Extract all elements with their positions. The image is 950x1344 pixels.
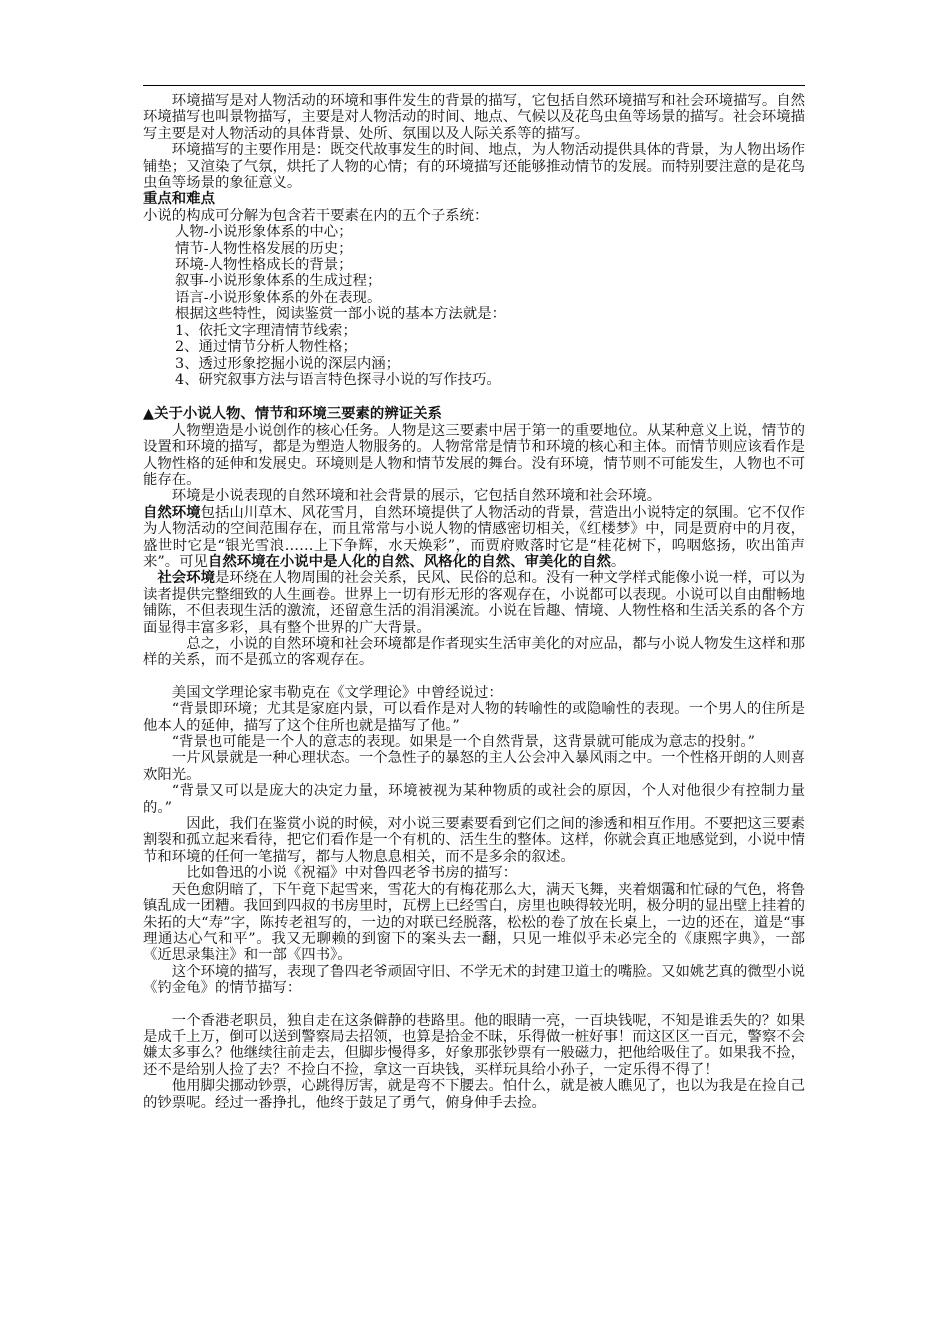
paragraph-wellek-intro: 美国文学理论家韦勒克在《文学理论》中曾经说过： xyxy=(171,684,503,701)
paragraph-golden-turtle-ending: 他用脚尖挪动钞票，心跳得厉害，就是弯不下腰去。怕什么，就是被人瞧见了，也以为我是在捡自己的钞票呢。经过一番挣扎，他终于鼓足了勇气，俯身伸手去捡。 xyxy=(143,1078,805,1111)
quote-background-metonymy: “背景即环境；尤其是家庭内景，可以看作是对人物的转喻性的或隐喻性的表现。一个男人的住所是他本人的延伸，描写了这个住所也就是描写了他。” xyxy=(143,701,805,734)
heading-key-points: 重点和难点 xyxy=(143,190,215,208)
social-environment-text: 是环绕在人物周围的社会关系，民风、民俗的总和。没有一种文学样式能像小说一样，可以为读者提供完整细致的人生画卷。世界上一切有形无形的客观存在，小说都可以表现。小说可以自由酣畅地铺陈，不但表现生活的激流，还留意生活的涓涓溪流。小说在旨趣、情境、人物性格和生活关系的各个方面显得丰富多彩，具有整个世界的广大背景。 xyxy=(143,570,805,636)
paragraph-natural-environment xyxy=(143,505,805,571)
natural-environment-text: 包括山川草木、风花雪月，自然环境提供了人物活动的背景，营造出小说特定的氛围。它不仅作为人物活动的空间范围存在，而且常常与小说人物的情感密切相关，《红楼梦》中，同是贾府中的月夜，盛世时它是“银光雪浪……上下争辉，水天焕彩”，而贾府败落时它是“桂花树下，呜咽悠扬，吹出笛声来”。可见 xyxy=(143,504,805,570)
paragraph-summary: 总之，小说的自然环境和社会环境都是作者现实生活审美化的对应品，都与小说人物发生这样和那样的关系，而不是孤立的客观存在。 xyxy=(143,636,805,669)
paragraph-luxun-example-intro: 比如鲁迅的小说《祝福》中对鲁四老爷书房的描写： xyxy=(186,865,518,882)
paragraph-luxun-excerpt: 天色愈阴暗了，下午竟下起雪来，雪花大的有梅花那么大，满天飞舞，夹着烟霭和忙碌的气色，将鲁镇乱成一团糟。我回到四叔的书房里时，瓦楞上已经雪白，房里也映得较光明，极分明的显出壁上挂着的朱拓的大“寿”字，陈抟老祖写的，一边的对联已经脱落，松松的卷了放在长桌上，一边的还在，道是“事理通达心气和平”。我又无聊赖的到窗下的案头去一翻，只见一堆似乎未必完全的《康熙字典》，一部《近思录集注》和一部《四书》。 xyxy=(143,881,805,964)
list-item-method: 3、透过形象挖掘小说的深层内涵； xyxy=(175,355,401,372)
quote-background-force: “背景又可以是庞大的决定力量，环境被视为某种物质的或社会的原因，个人对他很少有控制力量的。” xyxy=(143,783,805,816)
paragraph-integration: 因此，我们在鉴赏小说的时候，对小说三要素要看到它们之间的渗透和相互作用。不要把这三要素割裂和孤立起来看待，把它们看作是一个有机的、活生生的整体。这样，你就会真正地感觉到，小说中情节和环境的任何一笔描写，都与人物息息相关，而不是多余的叙述。 xyxy=(143,816,805,865)
quote-landscape-mood: 一片风景就是一种心理状态。一个急性子的暴怒的主人公会冲入暴风雨之中。一个性格开朗的人则喜欢阳光。 xyxy=(143,750,805,783)
paragraph-golden-turtle-excerpt: 一个香港老职员，独自走在这条僻静的巷路里。他的眼睛一亮，一百块钱呢，不知是谁丢失的？如果是成千上万，倒可以送到警察局去招领，也算是拾金不昧，乐得做一桩好事！而这区区一百元，警察不会嫌太多事么？他继续往前走去，但脚步慢得多，好象那张钞票有一般磁力，把他给吸住了。如果我不捡，还不是给别人捡了去？不捡白不捡，拿这一百块钱，买样玩具给小孙子，一定乐得不得了！ xyxy=(143,1012,805,1078)
list-item-method: 1、依托文字理清情节线索； xyxy=(175,322,357,339)
spacer xyxy=(143,669,805,685)
list-item-subsystem: 环境-人物性格成长的背景； xyxy=(175,257,353,274)
paragraph-social-environment xyxy=(143,570,805,636)
paragraph-environment-types: 环境是小说表现的自然环境和社会背景的展示，它包括自然环境和社会环境。 xyxy=(171,488,662,505)
paragraph-character-core: 人物塑造是小说创作的核心任务。人物是这三要素中居于第一的重要地位。从某种意义上说，情节的设置和环境的描写，都是为塑造人物服务的。人物常常是情节和环境的核心和主体。而情节则应该看作是人物性格的延伸和发展史。环境则是人物和情节发展的舞台。没有环境，情节则不可能发生，人物也不可能存在。 xyxy=(143,422,805,488)
term-natural-environment: 自然环境 xyxy=(143,503,201,521)
quote-background-will: “背景也可能是一个人的意志的表现。如果是一个自然背景，这背景就可能成为意志的投射。” xyxy=(171,734,755,751)
heading-three-elements: ▲关于小说人物、情节和环境三要素的辨证关系 xyxy=(143,405,442,423)
spacer xyxy=(143,388,805,406)
spacer xyxy=(143,997,805,1013)
list-item-subsystem: 情节-人物性格发展的历史； xyxy=(175,240,353,257)
list-item-method: 2、通过情节分析人物性格； xyxy=(175,339,357,356)
list-item-subsystem: 语言-小说形象体系的外在表现。 xyxy=(175,289,382,306)
header-rule xyxy=(143,85,805,86)
term-social-environment: 社会环境 xyxy=(157,569,215,587)
paragraph-subsystems-intro: 小说的构成可分解为包含若干要素在内的五个子系统： xyxy=(143,207,489,224)
list-item-subsystem: 叙事-小说形象体系的生成过程； xyxy=(175,273,382,290)
list-item-subsystem: 人物-小说形象体系的中心； xyxy=(175,224,353,241)
natural-environment-conclusion: 自然环境在小说中是人化的自然、风格化的自然、审美化的自然 xyxy=(207,552,611,570)
paragraph-methods-intro: 根据这些特性，阅读鉴赏一部小说的基本方法就是： xyxy=(175,306,506,323)
paragraph-luxun-analysis: 这个环境的描写，表现了鲁四老爷顽固守旧、不学无术的封建卫道士的嘴脸。又如姚艺真的微型小说《钓金龟》的情节描写： xyxy=(143,963,805,997)
document-body xyxy=(143,93,805,1111)
paragraph-environment-definition: 环境描写是对人物活动的环境和事件发生的背景的描写，它包括自然环境描写和社会环境描写。自然环境描写也叫景物描写，主要是对人物活动的时间、地点、气候以及花鸟虫鱼等场景的描写。社会环境描写主要是对人物活动的具体背景、处所、氛围以及人际关系等的描写。 xyxy=(143,93,805,142)
paragraph-environment-function: 环境描写的主要作用是：既交代故事发生的时间、地点，为人物活动提供具体的背景，为人物出场作铺垫；又渲染了气氛，烘托了人物的心情；有的环境描写还能够推动情节的发展。而特别要注意的是花鸟虫鱼等场景的象征意义。 xyxy=(143,142,805,192)
list-item-method: 4、研究叙事方法与语言特色探寻小说的写作技巧。 xyxy=(175,371,501,388)
natural-environment-period: 。 xyxy=(610,553,626,570)
